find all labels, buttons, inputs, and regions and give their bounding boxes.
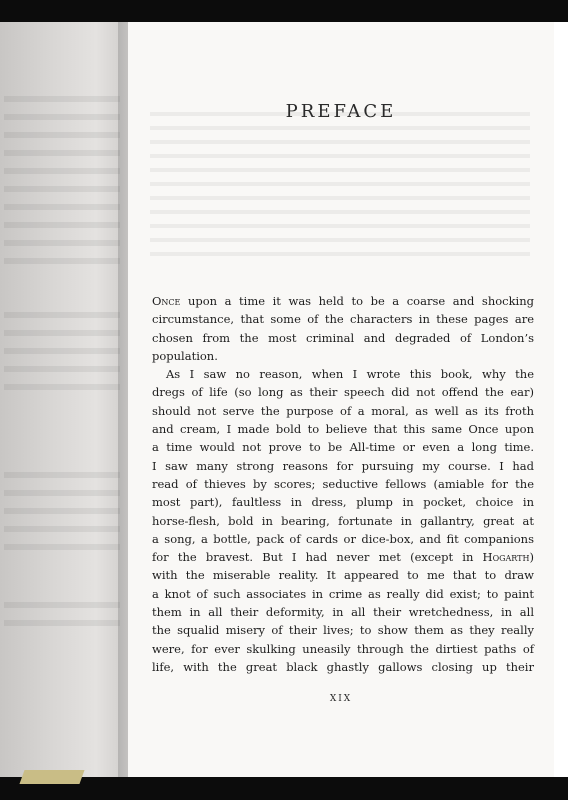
line-text: life, with the great black ghastly gallows closing up their [152,659,534,674]
text-line [152,365,534,383]
facing-page [0,22,128,777]
text-line [152,566,534,584]
line-text: should not serve the purpose of a moral, as well as its froth [152,403,534,418]
line-text-after: ) [529,550,534,565]
text-line [152,402,534,420]
line-text: with the miserable reality. It appeared to me that to draw [152,568,534,583]
binding-fragment [19,770,84,784]
show-through-line [150,182,530,186]
facing-page-shadow [4,204,120,210]
show-through-line [150,252,530,256]
text-line [152,493,534,511]
facing-page-shadow [4,602,120,608]
text-line [152,475,534,493]
scan-bottom-border [0,777,568,800]
facing-page-shadow [4,472,120,478]
show-through-line [150,210,530,214]
line-text: were, for ever skulking uneasily through the dirtiest paths of [152,641,534,656]
text-line [152,512,534,530]
line-text: horse-flesh, bold in bearing, fortunate in gallantry, great at [152,513,534,528]
show-through-line [150,238,530,242]
text-line [152,530,534,548]
facing-page-shadow [4,240,120,246]
text-line [152,548,534,566]
text-line [152,420,534,438]
line-text: upon a time it was held to be a coarse and shocking [180,294,534,308]
drop-word: Once [152,294,181,308]
facing-page-shadow [4,114,120,120]
line-text: circumstance, that some of the characters in these pages are [152,312,534,327]
text-line [152,438,534,456]
facing-page-shadow [4,168,120,174]
text-line [152,292,534,310]
show-through-line [150,126,530,130]
text-line [152,457,534,475]
facing-page-shadow [4,508,120,514]
line-text: them in all their deformity, in all their wretchedness, in all [152,605,534,620]
text-line [152,383,534,401]
scan-top-border [0,0,568,22]
facing-page-shadow [4,222,120,228]
show-through-line [150,140,530,144]
facing-page-shadow [4,384,120,390]
text-line [152,329,534,347]
line-text: a song, a bottle, pack of cards or dice-box, and fit companions [152,531,534,546]
show-through-text [150,112,530,282]
text-line [152,310,534,328]
show-through-line [150,168,530,172]
text-line [152,658,534,676]
line-text: chosen from the most criminal and degraded of London’s [152,330,534,345]
page-edge [554,22,568,777]
line-text: read of thieves by scores; seductive fellows (amiable for the [152,476,534,491]
text-line [152,603,534,621]
facing-page-shadow [4,132,120,138]
page-title: PREFACE [285,101,397,122]
line-text: a time would not prove to be All-time or even a long time. [152,440,534,455]
page-number: XIX [329,694,353,704]
line-text: for the bravest. But I had never met (except in [152,550,483,565]
facing-page-shadow [4,186,120,192]
facing-page-shadow [4,150,120,156]
facing-page-shadow [4,312,120,318]
show-through-line [150,224,530,228]
small-caps-name: Hogarth [482,550,530,565]
text-line [152,585,534,603]
facing-page-shadow [4,348,120,354]
line-text: and cream, I made bold to believe that this same Once upon [152,422,534,437]
show-through-line [150,196,530,200]
line-text: a knot of such associates in crime as really did exist; to paint [152,586,534,601]
line-text: population. [152,348,218,363]
line-text: most part), faultless in dress, plump in pocket, choice in [152,495,534,510]
line-text: dregs of life (so long as their speech did not offend the ear) [152,385,534,400]
facing-page-shadow [4,490,120,496]
line-text: I saw many strong reasons for pursuing my course. I had [152,458,534,473]
facing-page-shadow [4,330,120,336]
facing-page-shadow [4,544,120,550]
facing-page-shadow [4,366,120,372]
show-through-line [150,154,530,158]
text-line [152,347,534,365]
text-line [152,621,534,639]
line-text: As I saw no reason, when I wrote this book, why the [166,367,534,382]
text-line [152,640,534,658]
facing-page-shadow [4,620,120,626]
line-text: the squalid misery of their lives; to show them as they really [152,623,534,638]
facing-page-shadow [4,526,120,532]
facing-page-shadow [4,96,120,102]
body-text [152,292,534,676]
facing-page-shadow [4,258,120,264]
